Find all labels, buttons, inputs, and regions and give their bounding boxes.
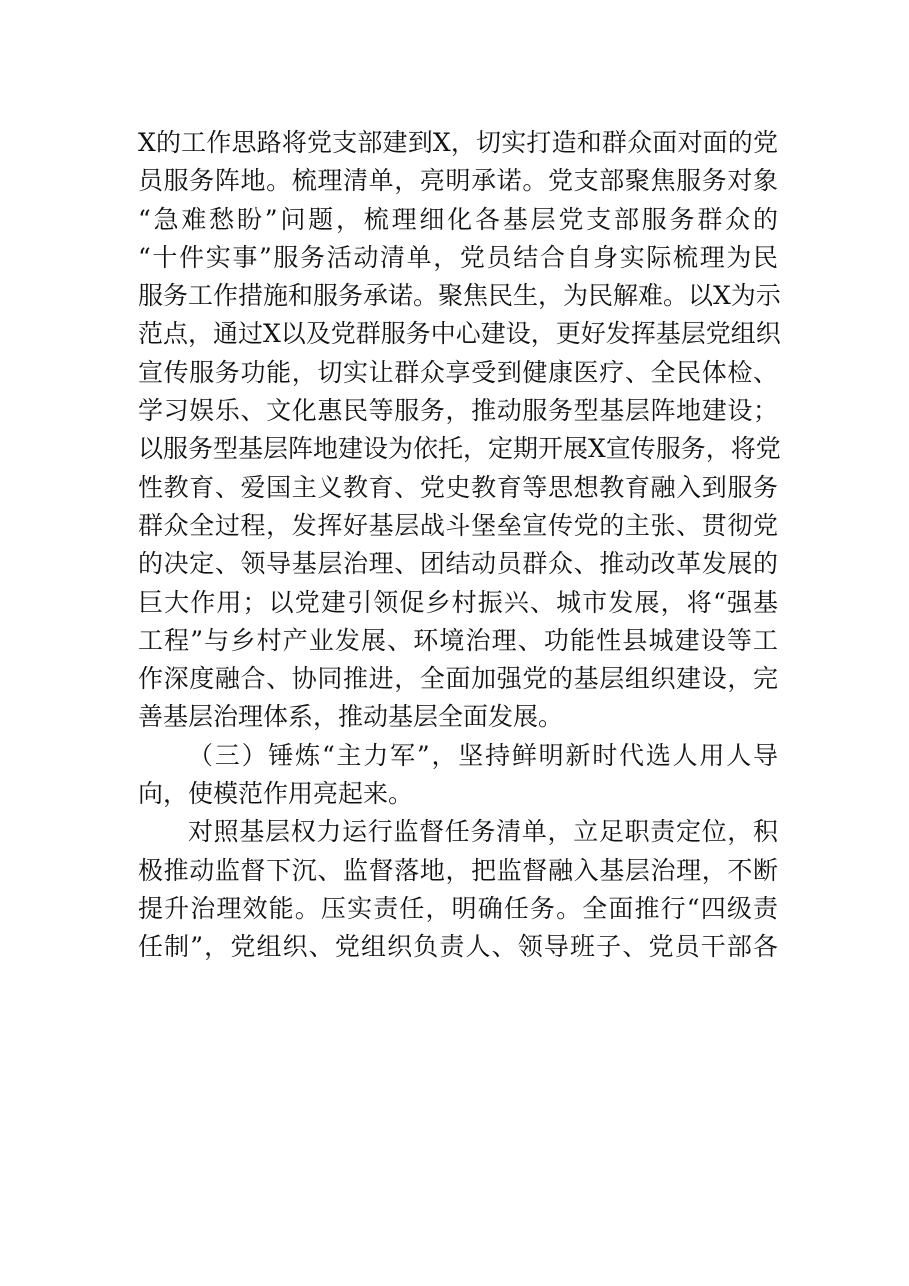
body-line: 服务工作措施和服务承诺。聚焦民生，为民解难。以X为示 — [138, 281, 781, 311]
body-line: 员服务阵地。梳理清单，亮明承诺。党支部聚焦服务对象 — [138, 166, 778, 196]
body-line: 作深度融合、协同推进，全面加强党的基层组织建设，完 — [138, 664, 778, 694]
document-body — [138, 124, 781, 967]
body-line: X的工作思路将党支部建到X，切实打造和群众面对面的党 — [138, 128, 778, 157]
section-heading-line: （三）锤炼“主力军”，坚持鲜明新时代选人用人导 — [188, 740, 778, 770]
body-line: 学习娱乐、文化惠民等服务，推动服务型基层阵地建设； — [138, 396, 778, 426]
body-line: 工程”与乡村产业发展、环境治理、功能性县城建设等工 — [138, 625, 778, 655]
body-line: 任制”，党组织、党组织负责人、领导班子、党员干部各 — [138, 932, 778, 962]
body-line: 群众全过程，发挥好基层战斗堡垒宣传党的主张、贯彻党 — [138, 510, 778, 540]
body-line: 极推动监督下沉、监督落地，把监督融入基层治理，不断 — [138, 855, 778, 885]
section-heading-end-line: 向，使模范作用亮起来。 — [138, 779, 414, 809]
body-line: “十件实事”服务活动清单，党员结合自身实际梳理为民 — [138, 242, 778, 272]
body-line: 范点，通过X以及党群服务中心建设，更好发挥基层党组织 — [138, 319, 781, 349]
body-line: 的决定、领导基层治理、团结动员群众、推动改革发展的 — [138, 549, 778, 579]
body-line: 提升治理效能。压实责任，明确任务。全面推行“四级责 — [138, 893, 778, 923]
body-line: 宣传服务功能，切实让群众享受到健康医疗、全民体检、 — [138, 357, 778, 387]
body-line: 性教育、爱国主义教育、党史教育等思想教育融入到服务 — [138, 472, 778, 502]
body-line: 以服务型基层阵地建设为依托，定期开展X宣传服务，将党 — [138, 434, 781, 464]
body-line: “急难愁盼”问题，梳理细化各基层党支部服务群众的 — [138, 204, 778, 234]
body-line: 巨大作用；以党建引领促乡村振兴、城市发展，将“强基 — [138, 587, 778, 617]
paragraph-start-line: 对照基层权力运行监督任务清单，立足职责定位，积 — [188, 817, 778, 847]
paragraph-end-line: 善基层治理体系，推动基层全面发展。 — [138, 702, 564, 732]
